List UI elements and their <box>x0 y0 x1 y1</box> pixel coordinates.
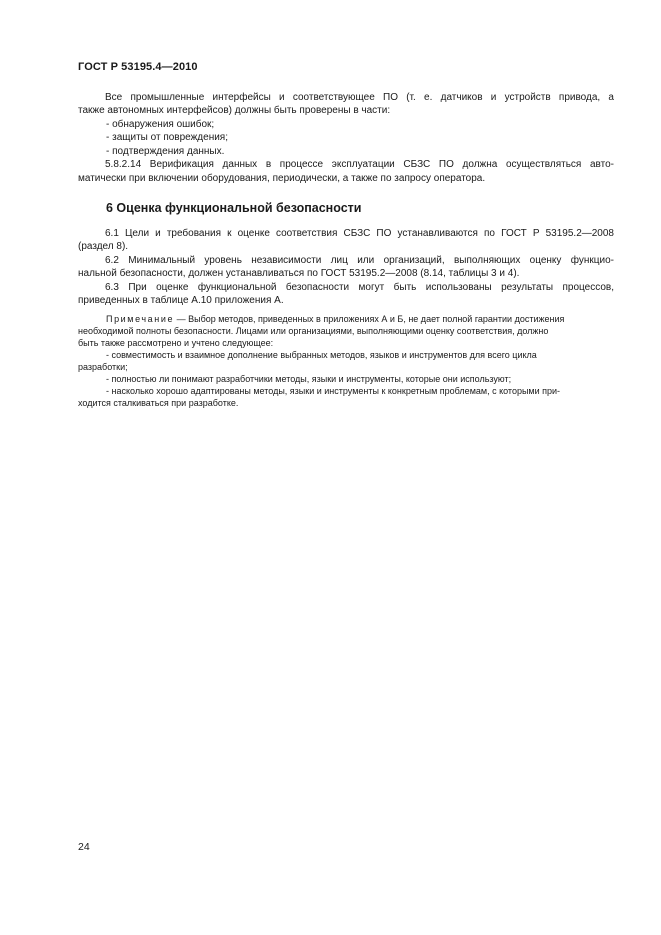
intro-list-item: - обнаружения ошибок; <box>106 119 215 130</box>
page-number: 24 <box>78 841 90 853</box>
note-line-3: быть также рассмотрено и учтено следующее: <box>78 338 274 348</box>
document-header: ГОСТ Р 53195.4—2010 <box>78 61 198 73</box>
clause-6-3-line-2: приведенных в таблице А.10 приложения А. <box>78 295 284 306</box>
section-6-heading: 6 Оценка функциональной безопасности <box>106 201 362 215</box>
note-line-1-text: — Выбор методов, приведенных в приложениях А и Б, не дает полной гарантии достижения <box>174 314 565 324</box>
note-item-1-line-1: - совместимость и взаимное дополнение выбранных методов, языков и инструментов для всего цикла <box>106 350 537 360</box>
note-item-1-line-2: разработки; <box>78 362 128 372</box>
note-item-3-line-1: - насколько хорошо адаптированы методы, языки и инструменты к конкретным проблемам, с которыми при- <box>106 386 561 396</box>
intro-list-item: - защиты от повреждения; <box>106 132 229 143</box>
note-item-2: - полностью ли понимают разработчики методы, языки и инструменты, которые они используют; <box>106 374 512 384</box>
clause-6-1-line-2: (раздел 8). <box>78 241 129 252</box>
intro-line-1: Все промышленные интерфейсы и соответствующее ПО (т. е. датчиков и устройств привода, а <box>105 92 614 103</box>
clause-6-3-line-1: 6.3 При оценке функциональной безопасности могут быть использованы результаты процессов, <box>105 282 614 293</box>
clause-6-1-line-1: 6.1 Цели и требования к оценке соответствия СБЗС ПО устанавливаются по ГОСТ Р 53195.2—2008 <box>105 228 614 239</box>
clause-6-2-line-2: нальной безопасности, должен устанавливаться по ГОСТ 53195.2—2008 (8.14, таблицы 3 и 4). <box>78 268 520 279</box>
clause-6-2-line-1: 6.2 Минимальный уровень независимости лиц или организаций, выполняющих оценку функцио- <box>105 255 614 266</box>
clause-5-8-2-14-line-1: 5.8.2.14 Верификация данных в процессе эксплуатации СБЗС ПО должна осуществляться авто- <box>105 159 614 170</box>
intro-line-2: также автономных интерфейсов) должны быть проверены в части: <box>78 105 391 116</box>
note-line-2: необходимой полноты безопасности. Лицами или организациями, выполняющими оценку соответствия, должно <box>78 326 549 336</box>
intro-list-item: - подтверждения данных. <box>106 146 225 157</box>
clause-5-8-2-14-line-2: матически при включении оборудования, периодически, а также по запросу оператора. <box>78 173 486 184</box>
note-label: Примечание <box>106 314 175 324</box>
note-item-3-line-2: ходится сталкиваться при разработке. <box>78 398 239 408</box>
